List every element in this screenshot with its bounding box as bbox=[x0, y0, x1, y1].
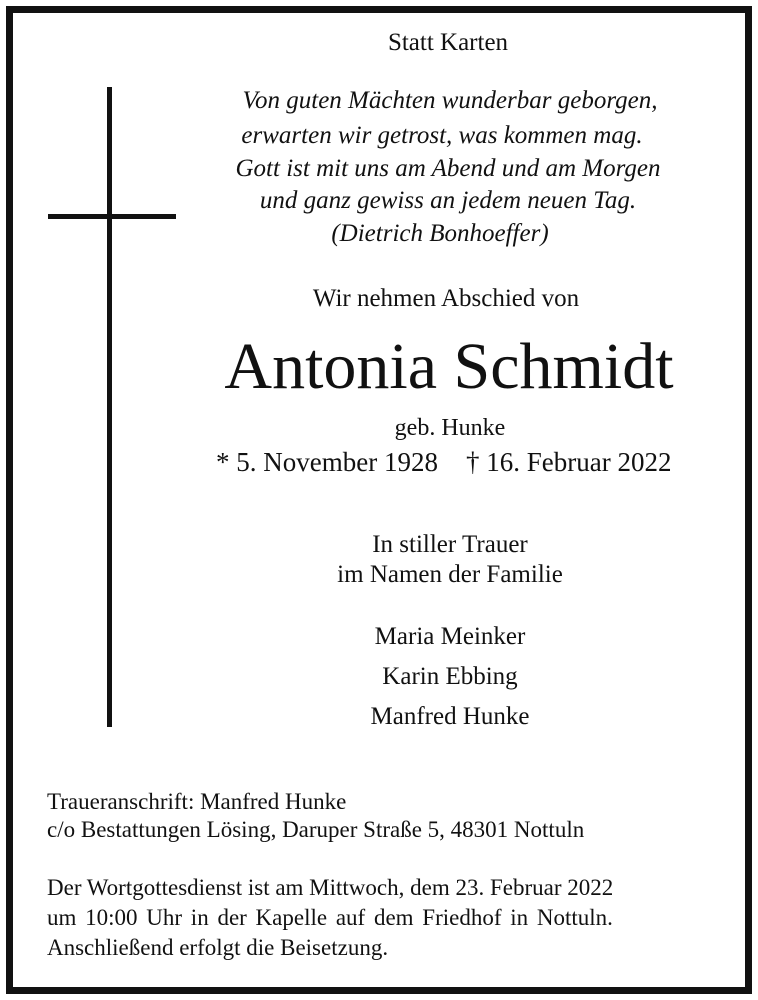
family-member-3: Manfred Hunke bbox=[370, 703, 530, 730]
poem-line-1: Von guten Mächten wunderbar geborgen, bbox=[242, 87, 658, 114]
service-line-1: Der Wortgottesdienst ist am Mittwoch, dem 23. Februar 2022 bbox=[47, 875, 614, 900]
address-line-1: Traueranschrift: Manfred Hunke bbox=[47, 789, 347, 814]
mourning-line-1: In stiller Trauer bbox=[372, 531, 528, 558]
family-member-1: Maria Meinker bbox=[374, 623, 526, 650]
deceased-name: Antonia Schmidt bbox=[224, 330, 674, 403]
address-line-2: c/o Bestattungen Lösing, Daruper Straße 5, 48301 Nottuln bbox=[47, 817, 585, 842]
poem-line-3: Gott ist mit uns am Abend und am Morgen bbox=[235, 155, 661, 182]
mourning-line-2: im Namen der Familie bbox=[337, 561, 563, 588]
family-member-2: Karin Ebbing bbox=[382, 663, 518, 690]
service-line-2: um 10:00 Uhr in der Kapelle auf dem Friedhof in Nottuln. bbox=[47, 905, 613, 930]
poem-author: (Dietrich Bonhoeffer) bbox=[331, 220, 549, 247]
cross-horizontal-bar bbox=[48, 214, 176, 219]
service-line-3: Anschließend erfolgt die Beisetzung. bbox=[47, 935, 389, 960]
poem-line-4: und ganz gewiss an jedem neuen Tag. bbox=[259, 187, 637, 214]
poem-line-2: erwarten wir getrost, was kommen mag. bbox=[241, 122, 643, 149]
death-date: † 16. Februar 2022 bbox=[466, 447, 672, 477]
header-title: Statt Karten bbox=[387, 29, 509, 56]
intro-text: Wir nehmen Abschied von bbox=[312, 285, 580, 312]
birth-date: * 5. November 1928 bbox=[216, 447, 438, 477]
deceased-maiden-name: geb. Hunke bbox=[394, 415, 506, 441]
